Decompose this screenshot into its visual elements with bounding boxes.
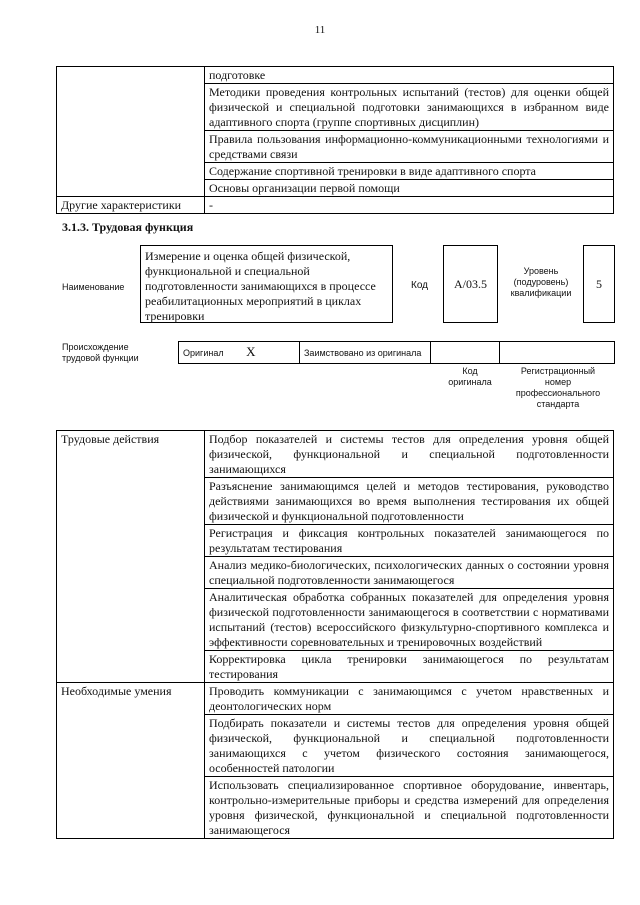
labor-action-item: Регистрация и фиксация контрольных показателей занимающегося по результатам тестирования	[205, 525, 614, 557]
origin-label: Происхождение трудовой функции	[62, 342, 139, 363]
code-label: Код	[411, 280, 429, 291]
skill-item: Подбирать показатели и системы тестов для определения уровня общей физической, функциональной и специальной подготовленности занимающихся с учетом физического состояния занимающегося, особенностей патологии	[205, 715, 614, 777]
original-mark: X	[246, 344, 256, 359]
knowledge-item: Методики проведения контрольных испытаний (тестов) для оценки общей физической и специальной подготовки занимающихся в избранном виде адаптивного спорта (группе спортивных дисциплин)	[205, 84, 614, 131]
labor-action-item: Подбор показателей и системы тестов для определения уровня общей физической, функциональной и специальной подготовленности занимающихся	[205, 431, 614, 478]
main-function-table	[56, 430, 614, 839]
skill-item: Проводить коммуникации с занимающимся с учетом нравственных и деонтологических норм	[205, 683, 614, 715]
code-original-label: Код оригинала	[448, 366, 492, 387]
original-label: Оригинал	[183, 348, 224, 358]
skill-item: Использовать специализированное спортивное оборудование, инвентарь, контрольно-измерительные приборы и средства измерений для определения уровня физической, функциональной и специальной подготовленности занимающегося	[205, 777, 614, 839]
labor-action-item: Разъяснение занимающимся целей и методов тестирования, руководство действиями занимающихся во время выполнения тестирования их общей физической и функциональной подготовленности	[205, 478, 614, 525]
function-name-value: Измерение и оценка общей физической, функциональной и специальной подготовленности занимающихся в процессе реабилитационных мероприятий в циклах тренировки	[145, 249, 376, 323]
knowledge-label-cell	[57, 67, 205, 197]
required-skills-label: Необходимые умения	[57, 683, 205, 839]
origin-table	[178, 341, 615, 364]
knowledge-item: подготовке	[205, 67, 614, 84]
original-cell	[179, 342, 300, 364]
code-box	[443, 245, 498, 323]
code-original-cell	[431, 342, 500, 364]
labor-action-item: Корректировка цикла тренировки занимающегося по результатам тестирования	[205, 651, 614, 683]
code-value: A/03.5	[454, 276, 487, 291]
labor-actions-label: Трудовые действия	[57, 431, 205, 683]
level-box	[583, 245, 615, 323]
reg-number-label: Регистрационный номер профессионального стандарта	[515, 366, 601, 409]
level-label: Уровень (подуровень) квалификации	[510, 266, 572, 298]
knowledge-item: Правила пользования информационно-коммуникационными технологиями и средствами связи	[205, 131, 614, 163]
reg-number-cell	[500, 342, 615, 364]
knowledge-item: Основы организации первой помощи	[205, 180, 614, 197]
other-characteristics-value: -	[205, 197, 614, 214]
page-number: 11	[314, 24, 326, 36]
level-value: 5	[596, 276, 602, 291]
name-label: Наименование	[62, 282, 125, 292]
top-knowledge-table	[56, 66, 614, 214]
function-name-box	[140, 245, 393, 323]
borrowed-label: Заимствовано из оригинала	[300, 342, 431, 364]
knowledge-item: Содержание спортивной тренировки в виде адаптивного спорта	[205, 163, 614, 180]
labor-action-item: Аналитическая обработка собранных показателей для определения уровня физической подготовленности занимающегося в соответствии с нормативами испытаний (тестов) всероссийского физкультурно-спортивного комплекса и эффективности соревновательных и тренировочных воздействий	[205, 589, 614, 651]
labor-action-item: Анализ медико-биологических, психологических данных о состоянии уровня специальной подготовленности занимающегося	[205, 557, 614, 589]
section-title: 3.1.3. Трудовая функция	[62, 220, 194, 234]
other-characteristics-label: Другие характеристики	[57, 197, 205, 214]
